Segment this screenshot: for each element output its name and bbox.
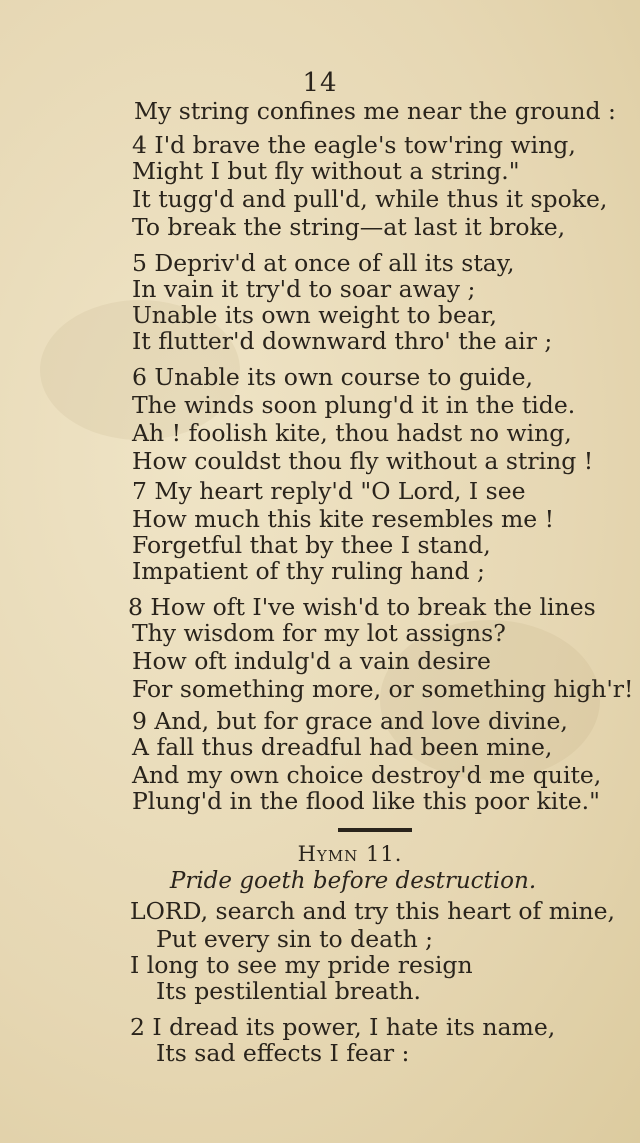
hymn-line: I long to see my pride resign [130, 951, 473, 979]
verse-line: How oft indulg'd a vain desire [132, 647, 491, 675]
verse-line: Ah ! foolish kite, thou hadst no wing, [132, 419, 572, 447]
verse-line: Might I but fly without a string." [132, 157, 520, 185]
verse-line: And my own choice destroy'd me quite, [132, 761, 602, 789]
verse-line: 5 Depriv'd at once of all its stay, [132, 249, 515, 277]
verse-line: Thy wisdom for my lot assigns? [132, 619, 506, 647]
verse-line: In vain it try'd to soar away ; [132, 275, 476, 303]
verse-line: My string confines me near the ground : [134, 97, 616, 125]
verse-line: 9 And, but for grace and love divine, [132, 707, 568, 735]
section-divider [338, 828, 412, 832]
verse-line: Unable its own weight to bear, [132, 301, 498, 329]
hymn-line: Put every sin to death ; [156, 925, 434, 953]
verse-line: To break the string—at last it broke, [132, 213, 566, 241]
verse-line: 7 My heart reply'd "O Lord, I see [132, 477, 526, 505]
hymn-title: Hymn 11. [297, 842, 403, 866]
verse-line: How much this kite resembles me ! [132, 505, 555, 533]
verse-line: For something more, or something high'r! [132, 675, 634, 703]
verse-line: A fall thus dreadful had been mine, [132, 733, 553, 761]
verse-line: Forgetful that by thee I stand, [132, 531, 491, 559]
verse-line: Plung'd in the flood like this poor kite." [132, 787, 600, 815]
verse-line: Impatient of thy ruling hand ; [132, 557, 485, 585]
verse-line: 6 Unable its own course to guide, [132, 363, 533, 391]
hymn-line: Its pestilential breath. [156, 977, 421, 1005]
verse-line: It flutter'd downward thro' the air ; [132, 327, 553, 355]
verse-line: 8 How oft I've wish'd to break the lines [128, 593, 596, 621]
hymn-line: LORD, search and try this heart of mine, [130, 897, 616, 925]
verse-line: The winds soon plung'd it in the tide. [132, 391, 576, 419]
hymn-line: 2 I dread its power, I hate its name, [130, 1013, 556, 1041]
verse-line: 4 I'd brave the eagle's tow'ring wing, [132, 131, 576, 159]
verse-line: It tugg'd and pull'd, while thus it spoke, [132, 185, 608, 213]
hymn-line: Its sad effects I fear : [156, 1039, 410, 1067]
page-number: 14 [302, 68, 338, 98]
hymn-epigraph: Pride goeth before destruction. [169, 868, 537, 894]
verse-line: How couldst thou fly without a string ! [132, 447, 594, 475]
